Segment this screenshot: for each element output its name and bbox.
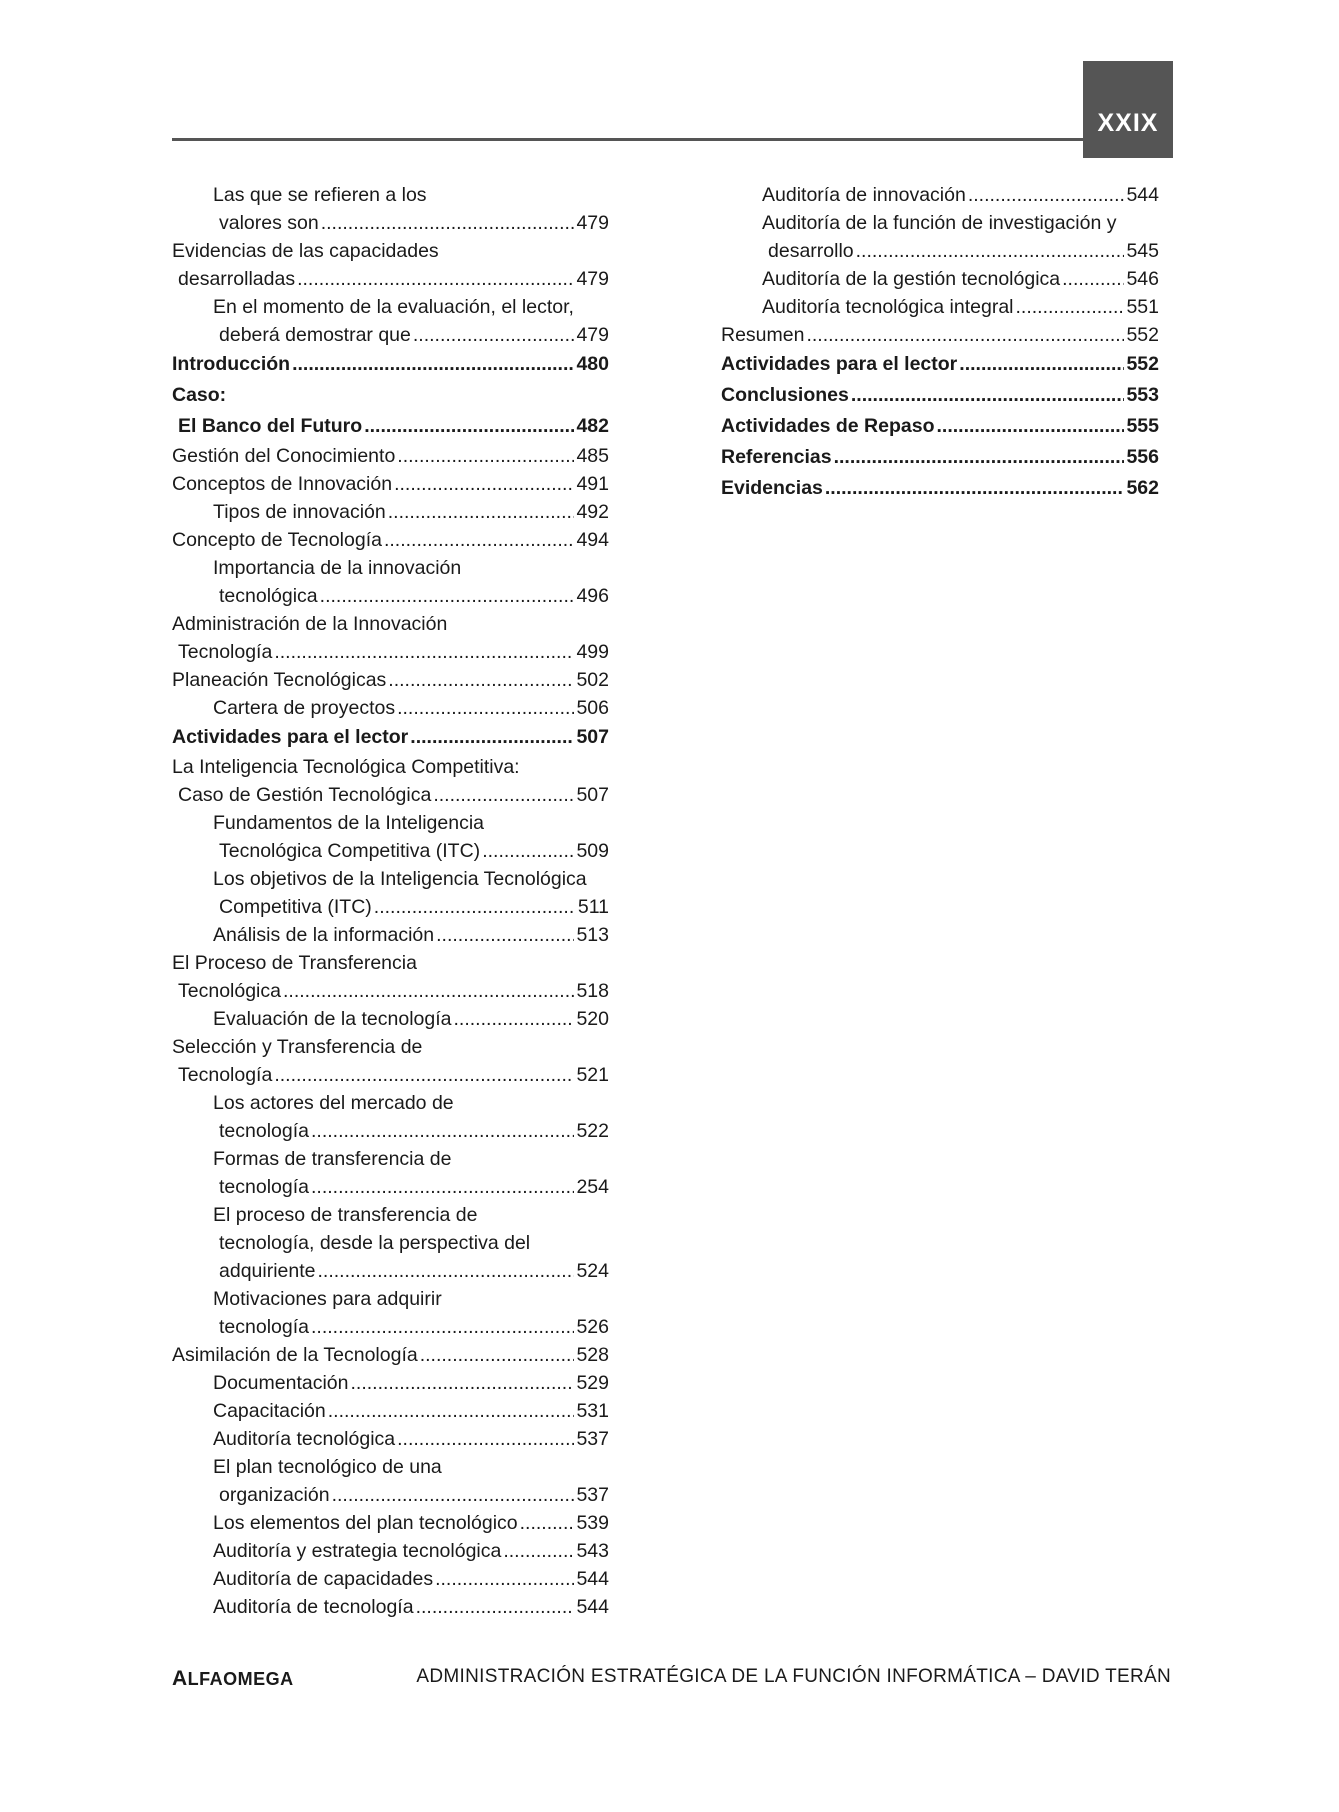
toc-page-number: 537 — [576, 1484, 609, 1506]
toc-entry-line — [721, 321, 1159, 349]
toc-entry — [172, 1145, 609, 1201]
toc-entry — [172, 1565, 609, 1593]
toc-entry-line — [762, 265, 1159, 293]
toc-entry-title: Referencias — [721, 446, 832, 468]
toc-entry-title: El Banco del Futuro — [178, 415, 363, 437]
toc-entry-title: Actividades para el lector — [721, 353, 958, 375]
toc-page-number: 485 — [576, 445, 609, 467]
dot-leader — [394, 470, 574, 498]
dot-leader — [388, 498, 575, 526]
toc-entry-title: desarrolladas — [178, 268, 296, 290]
toc-entry — [721, 380, 1159, 411]
toc-page-number: 520 — [576, 1008, 609, 1030]
toc-entry — [172, 1285, 609, 1341]
dot-leader — [420, 1341, 575, 1369]
toc-entry-line — [213, 1509, 609, 1537]
toc-entry — [721, 411, 1159, 442]
toc-entry-line — [213, 498, 609, 526]
toc-page-number: 494 — [576, 529, 609, 551]
toc-entry-line — [172, 411, 609, 442]
toc-entry-line — [213, 1005, 609, 1033]
toc-page-number: 491 — [576, 473, 609, 495]
toc-entry-line — [213, 209, 609, 237]
dot-leader — [351, 1369, 575, 1397]
dot-leader — [388, 666, 574, 694]
toc-entry — [172, 865, 609, 921]
toc-entry-text: La Inteligencia Tecnológica Competitiva: — [172, 756, 520, 778]
dot-leader — [292, 349, 574, 380]
toc-page-number: 479 — [576, 324, 609, 346]
dot-leader — [364, 411, 574, 442]
toc-entry-line — [721, 411, 1159, 442]
toc-page-number: 509 — [576, 840, 609, 862]
dot-leader — [321, 209, 575, 237]
toc-entry-line — [721, 380, 1159, 411]
toc-entry-title: Auditoría tecnológica integral — [762, 296, 1014, 318]
toc-page-number: 499 — [576, 641, 609, 663]
toc-entry — [172, 1341, 609, 1369]
toc-entry-line — [721, 473, 1159, 504]
dot-leader — [311, 1313, 574, 1341]
toc-entry-text: Motivaciones para adquirir — [213, 1288, 442, 1310]
toc-page-number: 492 — [576, 501, 609, 523]
toc-page-number: 482 — [576, 415, 609, 437]
toc-page-number: 526 — [576, 1316, 609, 1338]
toc-entry-title: Actividades de Repaso — [721, 415, 935, 437]
toc-entry-title: Planeación Tecnológicas — [172, 669, 387, 691]
toc-entry — [172, 722, 609, 753]
toc-entry-line — [172, 442, 609, 470]
toc-entry-title: organización — [219, 1484, 330, 1506]
toc-entry — [172, 809, 609, 865]
dot-leader — [806, 321, 1124, 349]
toc-entry — [172, 498, 609, 526]
toc-entry-title: Caso de Gestión Tecnológica — [178, 784, 432, 806]
toc-entry-line — [213, 1565, 609, 1593]
toc-page-number: 522 — [576, 1120, 609, 1142]
toc-entry — [172, 1005, 609, 1033]
book-title-footer: ADMINISTRACIÓN ESTRATÉGICA DE LA FUNCIÓN INFORMÁTICA – DAVID TERÁN — [416, 1666, 1171, 1687]
dot-leader — [825, 473, 1125, 504]
toc-page-number: 552 — [1126, 353, 1159, 375]
dot-leader — [320, 582, 575, 610]
toc-right-column — [721, 181, 1159, 504]
toc-entry-title: Concepto de Tecnología — [172, 529, 382, 551]
toc-entry — [172, 949, 609, 1005]
toc-entry-line — [172, 1061, 609, 1089]
toc-page-number: 539 — [576, 1512, 609, 1534]
toc-entry-title: tecnología — [219, 1120, 309, 1142]
toc-entry — [172, 293, 609, 349]
toc-entry-text: Auditoría de la función de investigación y — [762, 212, 1117, 234]
toc-entry-line — [213, 1425, 609, 1453]
toc-entry — [172, 694, 609, 722]
toc-entry — [721, 321, 1159, 349]
toc-entry-text: Administración de la Innovación — [172, 613, 448, 635]
toc-entry — [721, 349, 1159, 380]
toc-page-number: 529 — [576, 1372, 609, 1394]
toc-entry-text: El Proceso de Transferencia — [172, 952, 417, 974]
toc-entry-title: Tecnología — [178, 641, 273, 663]
toc-entry-title: Cartera de proyectos — [213, 697, 396, 719]
toc-entry-line — [213, 694, 609, 722]
toc-entry — [172, 380, 609, 442]
toc-page-number: 553 — [1126, 384, 1159, 406]
toc-page-number: 521 — [576, 1064, 609, 1086]
toc-entry-text: Las que se refieren a los — [213, 184, 427, 206]
toc-entry-title: Auditoría de innovación — [762, 184, 966, 206]
dot-leader — [274, 1061, 574, 1089]
toc-page-number: 502 — [576, 669, 609, 691]
toc-entry-line — [213, 1313, 609, 1341]
dot-leader — [435, 1565, 574, 1593]
toc-entry — [721, 442, 1159, 473]
dot-leader — [454, 1005, 575, 1033]
toc-entry — [172, 526, 609, 554]
toc-entry-line — [213, 321, 609, 349]
toc-entry — [172, 554, 609, 610]
toc-entry — [172, 1201, 609, 1285]
dot-leader — [384, 526, 574, 554]
toc-entry-text: Formas de transferencia de — [213, 1148, 452, 1170]
toc-entry-text: Evidencias de las capacidades — [172, 240, 439, 262]
toc-page-number: 551 — [1126, 296, 1159, 318]
toc-entry-title: Introducción — [172, 353, 291, 375]
toc-entry-line — [762, 181, 1159, 209]
toc-page-number: 513 — [576, 924, 609, 946]
toc-page-number: 544 — [576, 1568, 609, 1590]
toc-entry-line — [213, 582, 609, 610]
toc-entry — [172, 181, 609, 237]
toc-entry — [172, 666, 609, 694]
toc-entry-title: Análisis de la información — [213, 924, 435, 946]
toc-entry-line — [213, 1537, 609, 1565]
dot-leader — [374, 893, 576, 921]
toc-entry — [172, 921, 609, 949]
toc-entry-line — [213, 1173, 609, 1201]
toc-entry-line — [213, 1481, 609, 1509]
toc-entry-title: Conceptos de Innovación — [172, 473, 393, 495]
dot-leader — [297, 265, 574, 293]
toc-entry-line — [172, 977, 609, 1005]
toc-entry-text: Los objetivos de la Inteligencia Tecnológica — [213, 868, 587, 890]
toc-page-number: 544 — [576, 1596, 609, 1618]
toc-page-number: 479 — [576, 268, 609, 290]
toc-page-number: 254 — [576, 1176, 609, 1198]
dot-leader — [851, 380, 1125, 411]
toc-entry-line — [172, 666, 609, 694]
page-number-tab — [1083, 61, 1173, 158]
toc-entry-title: Tecnológica — [178, 980, 281, 1002]
toc-entry-line — [213, 1593, 609, 1621]
toc-entry-title: Auditoría de capacidades — [213, 1568, 434, 1590]
toc-entry — [172, 1537, 609, 1565]
toc-entry — [721, 181, 1159, 209]
toc-entry-line — [172, 265, 609, 293]
toc-entry-line — [213, 837, 609, 865]
publisher-logo: ALFAOMEGA — [172, 1667, 294, 1690]
toc-entry-title: Tecnología — [178, 1064, 273, 1086]
toc-page-number: 545 — [1126, 240, 1159, 262]
dot-leader — [968, 181, 1125, 209]
toc-entry-title: Tipos de innovación — [213, 501, 386, 523]
dot-leader — [413, 321, 575, 349]
toc-page-number: 555 — [1126, 415, 1159, 437]
toc-entry-text: Fundamentos de la Inteligencia — [213, 812, 485, 834]
toc-entry-line — [762, 237, 1159, 265]
toc-page-number: 543 — [576, 1540, 609, 1562]
dot-leader — [416, 1593, 575, 1621]
dot-leader — [520, 1509, 575, 1537]
toc-entry — [172, 1089, 609, 1145]
toc-entry-line — [172, 781, 609, 809]
dot-leader — [937, 411, 1125, 442]
toc-entry-title: tecnología — [219, 1316, 309, 1338]
toc-entry-title: tecnológica — [219, 585, 318, 607]
toc-page-number: 524 — [576, 1260, 609, 1282]
toc-page-number: 518 — [576, 980, 609, 1002]
toc-entry-line — [213, 1257, 609, 1285]
toc-entry-title: valores son — [219, 212, 319, 234]
toc-entry — [721, 293, 1159, 321]
dot-leader — [397, 694, 574, 722]
toc-page-number: 528 — [576, 1344, 609, 1366]
toc-entry-title: Tecnológica Competitiva (ITC) — [219, 840, 481, 862]
toc-page-number: 544 — [1126, 184, 1159, 206]
toc-entry-title: Documentación — [213, 1372, 349, 1394]
toc-page-number: 556 — [1126, 446, 1159, 468]
toc-entry-line — [213, 1369, 609, 1397]
dot-leader — [503, 1537, 574, 1565]
toc-entry-title: Auditoría de la gestión tecnológica — [762, 268, 1061, 290]
toc-page-number: 479 — [576, 212, 609, 234]
toc-page-number: 546 — [1126, 268, 1159, 290]
toc-entry-line — [213, 921, 609, 949]
toc-entry — [172, 237, 609, 293]
dot-leader — [283, 977, 574, 1005]
dot-leader — [433, 781, 574, 809]
toc-entry — [172, 1369, 609, 1397]
toc-entry-text: Selección y Transferencia de — [172, 1036, 423, 1058]
toc-entry-title: Evaluación de la tecnología — [213, 1008, 452, 1030]
header-rule — [172, 138, 1084, 141]
toc-entry-title: deberá demostrar que — [219, 324, 411, 346]
dot-leader — [410, 722, 574, 753]
toc-page-number: 507 — [576, 726, 609, 748]
toc-entry-title: Evidencias — [721, 477, 823, 499]
toc-entry — [172, 1509, 609, 1537]
toc-page-number: 511 — [577, 896, 609, 918]
toc-entry — [172, 1033, 609, 1089]
toc-entry-title: Gestión del Conocimiento — [172, 445, 396, 467]
toc-entry-line — [213, 1117, 609, 1145]
toc-entry-line — [213, 1397, 609, 1425]
toc-entry — [172, 610, 609, 666]
toc-entry-title: desarrollo — [768, 240, 854, 262]
toc-entry-line — [172, 349, 609, 380]
toc-entry-line — [172, 1341, 609, 1369]
dot-leader — [397, 442, 574, 470]
toc-page-number: 531 — [576, 1400, 609, 1422]
toc-entry-line — [762, 293, 1159, 321]
toc-entry-line — [721, 349, 1159, 380]
toc-entry — [172, 1453, 609, 1509]
toc-page-number: 480 — [576, 353, 609, 375]
toc-entry — [172, 1593, 609, 1621]
page-number: XXIX — [1097, 109, 1159, 137]
dot-leader — [1016, 293, 1125, 321]
toc-entry — [721, 209, 1159, 265]
toc-entry-text: El proceso de transferencia de — [213, 1204, 478, 1226]
toc-page-number: 507 — [576, 784, 609, 806]
toc-entry — [172, 753, 609, 809]
toc-entry-text: Los actores del mercado de — [213, 1092, 454, 1114]
dot-leader — [436, 921, 574, 949]
toc-entry-text: tecnología, desde la perspectiva del — [219, 1232, 531, 1254]
toc-entry-title: adquiriente — [219, 1260, 316, 1282]
toc-entry-title: Los elementos del plan tecnológico — [213, 1512, 518, 1534]
toc-entry-title: Competitiva (ITC) — [219, 896, 372, 918]
toc-entry-text: En el momento de la evaluación, el lector, — [213, 296, 574, 318]
dot-leader — [318, 1257, 575, 1285]
dot-leader — [328, 1397, 575, 1425]
toc-entry — [172, 1425, 609, 1453]
toc-entry-text: Importancia de la innovación — [213, 557, 462, 579]
toc-entry — [172, 470, 609, 498]
toc-entry-line — [172, 638, 609, 666]
toc-entry-title: Asimilación de la Tecnología — [172, 1344, 418, 1366]
toc-entry-line — [172, 526, 609, 554]
dot-leader — [311, 1173, 574, 1201]
toc-entry-title: tecnología — [219, 1176, 309, 1198]
toc-entry-title: Actividades para el lector — [172, 726, 409, 748]
toc-page-number: 537 — [576, 1428, 609, 1450]
dot-leader — [274, 638, 574, 666]
toc-entry — [172, 442, 609, 470]
toc-entry-title: Conclusiones — [721, 384, 849, 406]
toc-page-number: 506 — [576, 697, 609, 719]
toc-entry-title: Auditoría tecnológica — [213, 1428, 396, 1450]
toc-entry — [721, 265, 1159, 293]
dot-leader — [856, 237, 1125, 265]
dot-leader — [397, 1425, 574, 1453]
toc-entry-line — [172, 470, 609, 498]
toc-entry — [172, 1397, 609, 1425]
dot-leader — [1062, 265, 1124, 293]
toc-entry-title: Capacitación — [213, 1400, 326, 1422]
toc-page-number: 562 — [1126, 477, 1159, 499]
toc-entry-text: Caso: — [172, 384, 227, 406]
toc-page-number: 496 — [576, 585, 609, 607]
toc-entry-line — [172, 722, 609, 753]
toc-entry — [172, 349, 609, 380]
dot-leader — [482, 837, 574, 865]
toc-page-number: 552 — [1126, 324, 1159, 346]
dot-leader — [311, 1117, 574, 1145]
toc-entry-text: El plan tecnológico de una — [213, 1456, 442, 1478]
dot-leader — [959, 349, 1124, 380]
dot-leader — [332, 1481, 575, 1509]
toc-left-column — [172, 181, 609, 1621]
toc-entry-title: Auditoría y estrategia tecnológica — [213, 1540, 502, 1562]
toc-entry-title: Resumen — [721, 324, 805, 346]
dot-leader — [834, 442, 1125, 473]
toc-entry-line — [213, 893, 609, 921]
toc-entry — [721, 473, 1159, 504]
toc-entry-line — [721, 442, 1159, 473]
toc-entry-title: Auditoría de tecnología — [213, 1596, 414, 1618]
